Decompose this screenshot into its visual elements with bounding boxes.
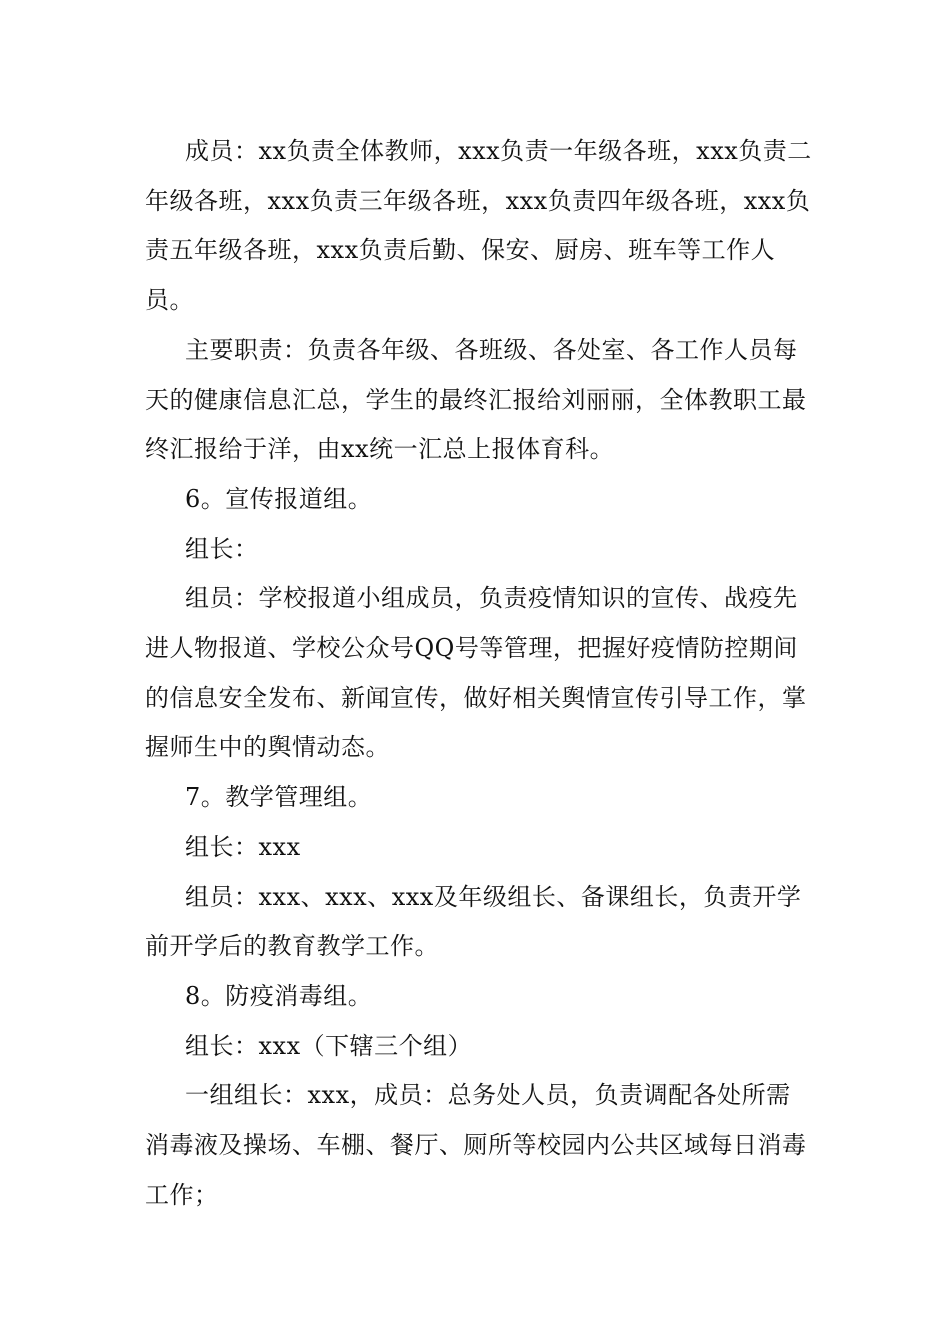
- paragraph-section-7-members: 组员：xxx、xxx、xxx及年级组长、备课组长，负责开学前开学后的教育教学工作。: [145, 882, 802, 961]
- paragraph-section-8-leader: 组长：xxx（下辖三个组）: [185, 1031, 473, 1060]
- paragraph-section-6-leader: 组长：: [185, 534, 259, 563]
- heading-section-7: 7。教学管理组。: [185, 783, 373, 812]
- paragraph-section-7-leader: 组长：xxx: [185, 832, 301, 861]
- paragraph-section-6-members: 组员：学校报道小组成员，负责疫情知识的宣传、战疫先进人物报道、学校公众号QQ号等管理，把握好疫情防控期间的信息安全发布、新闻宣传，做好相关舆情宣传引导工作，掌握师生中的舆情动态。: [145, 584, 807, 762]
- heading-section-6: 6。宣传报道组。: [185, 484, 373, 513]
- paragraph-section-8-group1: 一组组长：xxx，成员：总务处人员，负责调配各处所需消毒液及操场、车棚、餐厅、厕所等校园内公共区域每日消毒工作；: [145, 1081, 807, 1209]
- document-body: [145, 127, 815, 1220]
- paragraph-duties-health: 主要职责：负责各年级、各班级、各处室、各工作人员每天的健康信息汇总，学生的最终汇报给刘丽丽，全体教职工最终汇报给于洋，由xx统一汇总上报体育科。: [145, 335, 807, 464]
- heading-section-8: 8。防疫消毒组。: [185, 981, 373, 1010]
- paragraph-members-health: 成员：xx负责全体教师，xxx负责一年级各班，xxx负责二年级各班，xxx负责三年级各班，xxx负责四年级各班，xxx负责五年级各班，xxx负责后勤、保安、厨房、班车等工作人员。: [145, 137, 812, 315]
